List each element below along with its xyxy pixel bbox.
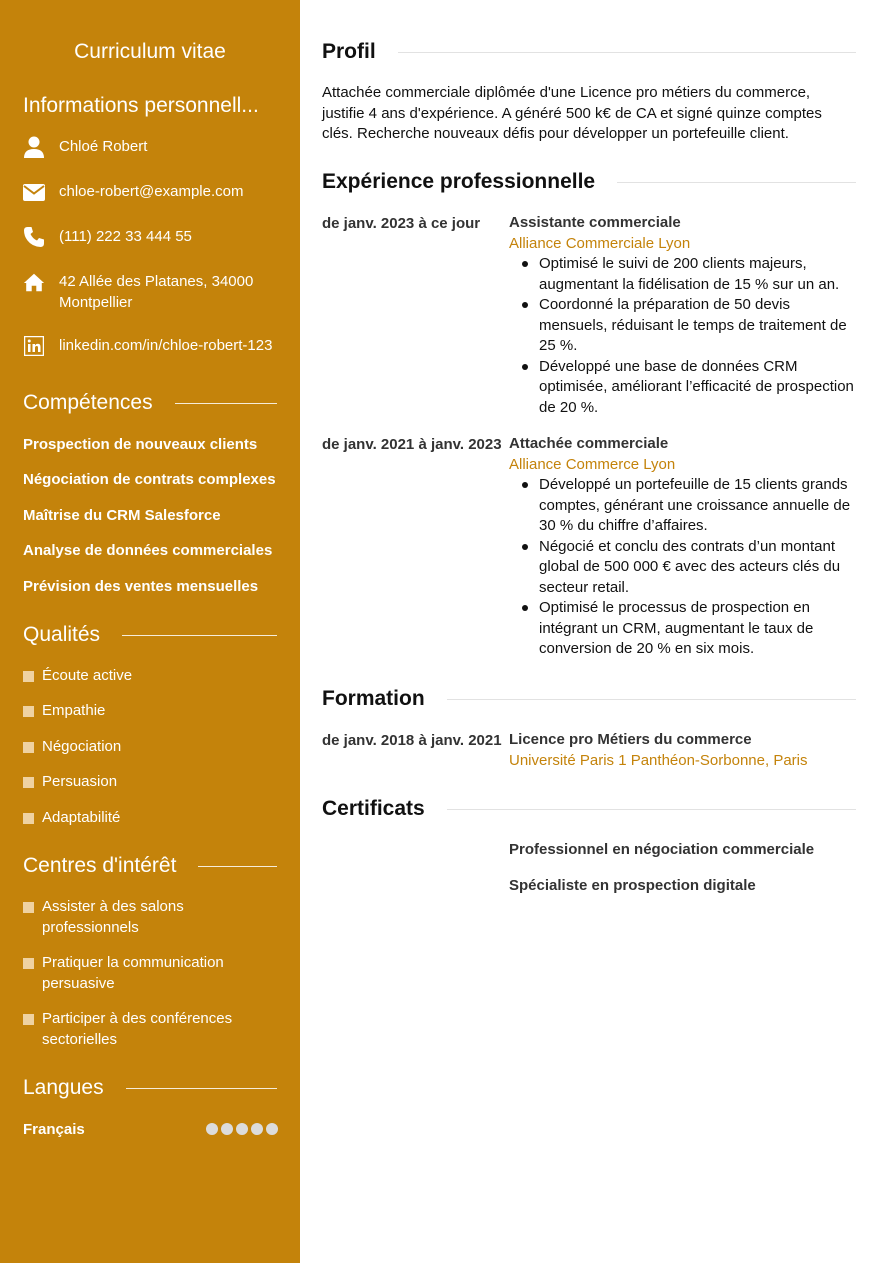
section-divider	[447, 809, 856, 810]
contact-phone-row	[23, 227, 283, 248]
qualities-heading-text: Qualités	[23, 623, 101, 646]
job-title: Attachée commerciale	[509, 435, 669, 452]
qualities-heading	[23, 623, 277, 647]
main-content	[300, 0, 893, 1263]
contact-address-row	[23, 272, 283, 313]
address-line-1: 42 Allée des Platanes, 34000	[59, 273, 254, 290]
job-bullets	[509, 475, 859, 660]
school-name: Université Paris 1 Panthéon-Sorbonne, Paris	[509, 751, 808, 769]
square-bullet-icon	[23, 671, 34, 682]
experience-entry	[509, 213, 859, 418]
section-divider	[398, 52, 856, 53]
experience-dates: de janv. 2021 à janv. 2023	[322, 436, 502, 453]
job-bullets	[509, 254, 859, 418]
language-level-dot	[266, 1123, 278, 1135]
job-bullet: Optimisé le processus de prospection en intégrant un CRM, augmentant le taux de conversion de 20 % en six mois.	[509, 598, 859, 660]
heading-divider	[175, 403, 277, 404]
job-bullet: Coordonné la préparation de 50 devis mensuels, réduisant le temps de traitement de 25 %.	[509, 295, 859, 357]
experience-heading-text: Expérience professionnelle	[322, 170, 596, 193]
sidebar	[0, 0, 300, 1263]
experience-dates: de janv. 2023 à ce jour	[322, 215, 481, 232]
skill-item: Négociation de contrats complexes	[23, 471, 276, 488]
language-level-dot	[221, 1123, 233, 1135]
square-bullet-icon	[23, 958, 34, 969]
interests-heading-text: Centres d'intérêt	[23, 854, 177, 877]
job-title: Assistante commerciale	[509, 214, 681, 231]
quality-text: Adaptabilité	[42, 809, 121, 826]
quality-item	[23, 772, 273, 793]
languages-heading-text: Langues	[23, 1076, 104, 1099]
quality-item	[23, 701, 273, 722]
personal-info-heading: Informations personnell...	[23, 94, 259, 117]
quality-text: Persuasion	[42, 773, 118, 790]
language-level-dots	[206, 1123, 278, 1135]
education-entry	[509, 730, 859, 771]
skill-item: Prospection de nouveaux clients	[23, 436, 258, 453]
heading-divider	[126, 1088, 277, 1089]
job-bullet: Optimisé le suivi de 200 clients majeurs, augmentant la fidélisation de 15 % sur un an.	[509, 254, 859, 295]
interest-item	[23, 897, 243, 938]
interest-item	[23, 1009, 243, 1050]
experience-heading	[322, 170, 856, 194]
skill-item: Prévision des ventes mensuelles	[23, 578, 259, 595]
profile-heading	[322, 40, 856, 64]
certificate-item: Spécialiste en prospection digitale	[509, 877, 756, 894]
contact-email[interactable]: chloe-robert@example.com	[59, 183, 244, 200]
contact-address	[59, 272, 253, 313]
interest-item	[23, 953, 243, 994]
interests-heading	[23, 854, 277, 878]
language-name: Français	[23, 1121, 85, 1138]
quality-text: Négociation	[42, 738, 122, 755]
quality-item	[23, 666, 273, 687]
languages-heading	[23, 1076, 277, 1100]
envelope-icon	[23, 181, 45, 203]
certificates-heading	[322, 797, 856, 821]
job-bullet: Développé une base de données CRM optimisée, améliorant l’efficacité de prospection de 20 %.	[509, 357, 859, 419]
linkedin-icon	[23, 335, 45, 357]
job-bullet: Négocié et conclu des contrats d’un montant global de 500 000 € avec des acteurs clés du secteur retail.	[509, 537, 859, 599]
section-divider	[617, 182, 856, 183]
skill-item: Analyse de données commerciales	[23, 542, 273, 559]
contact-email-row	[23, 182, 283, 203]
company-name: Alliance Commerciale Lyon	[509, 234, 691, 252]
contact-linkedin[interactable]: linkedin.com/in/chloe-robert-123	[59, 337, 273, 354]
education-heading-text: Formation	[322, 687, 425, 710]
square-bullet-icon	[23, 742, 34, 753]
interest-text: Pratiquer la communication persuasive	[42, 954, 224, 992]
profile-summary: Attachée commerciale diplômée d'une Licence pro métiers du commerce, justifie 4 ans d'expérience. A généré 500 k€ de CA et signé quinze comptes clés. Recherche nouveaux défis pour développer un portefeuille client.	[322, 84, 822, 142]
quality-item	[23, 737, 273, 758]
company-name: Alliance Commerce Lyon	[509, 455, 676, 473]
language-level-dot	[251, 1123, 263, 1135]
square-bullet-icon	[23, 1014, 34, 1025]
user-icon	[23, 136, 45, 158]
interest-text: Assister à des salons professionnels	[42, 898, 184, 936]
education-heading	[322, 687, 856, 711]
skills-heading-text: Compétences	[23, 391, 153, 414]
certificates-heading-text: Certificats	[322, 797, 425, 820]
certificate-item: Professionnel en négociation commerciale	[509, 841, 815, 858]
education-dates: de janv. 2018 à janv. 2021	[322, 732, 502, 749]
contact-phone[interactable]: (111) 222 33 444 55	[59, 228, 192, 245]
quality-item	[23, 808, 273, 829]
contact-linkedin-row	[23, 336, 283, 357]
section-divider	[447, 699, 856, 700]
contact-name: Chloé Robert	[59, 138, 148, 155]
job-bullet: Développé un portefeuille de 15 clients grands comptes, générant une croissance annuelle de 30 % du chiffre d’affaires.	[509, 475, 859, 537]
cv-title: Curriculum vitae	[74, 40, 226, 63]
degree-title: Licence pro Métiers du commerce	[509, 731, 752, 748]
square-bullet-icon	[23, 902, 34, 913]
quality-text: Écoute active	[42, 667, 133, 684]
profile-heading-text: Profil	[322, 40, 376, 63]
contact-name-row	[23, 137, 283, 158]
square-bullet-icon	[23, 706, 34, 717]
square-bullet-icon	[23, 777, 34, 788]
language-level-dot	[206, 1123, 218, 1135]
square-bullet-icon	[23, 813, 34, 824]
quality-text: Empathie	[42, 702, 106, 719]
language-level-dot	[236, 1123, 248, 1135]
home-icon	[23, 271, 45, 293]
interest-text: Participer à des conférences sectorielles	[42, 1010, 233, 1048]
heading-divider	[198, 866, 277, 867]
heading-divider	[122, 635, 277, 636]
skill-item: Maîtrise du CRM Salesforce	[23, 507, 221, 524]
address-line-2: Montpellier	[59, 293, 133, 311]
skills-heading	[23, 391, 277, 415]
phone-icon	[23, 226, 45, 248]
experience-entry	[509, 434, 859, 660]
